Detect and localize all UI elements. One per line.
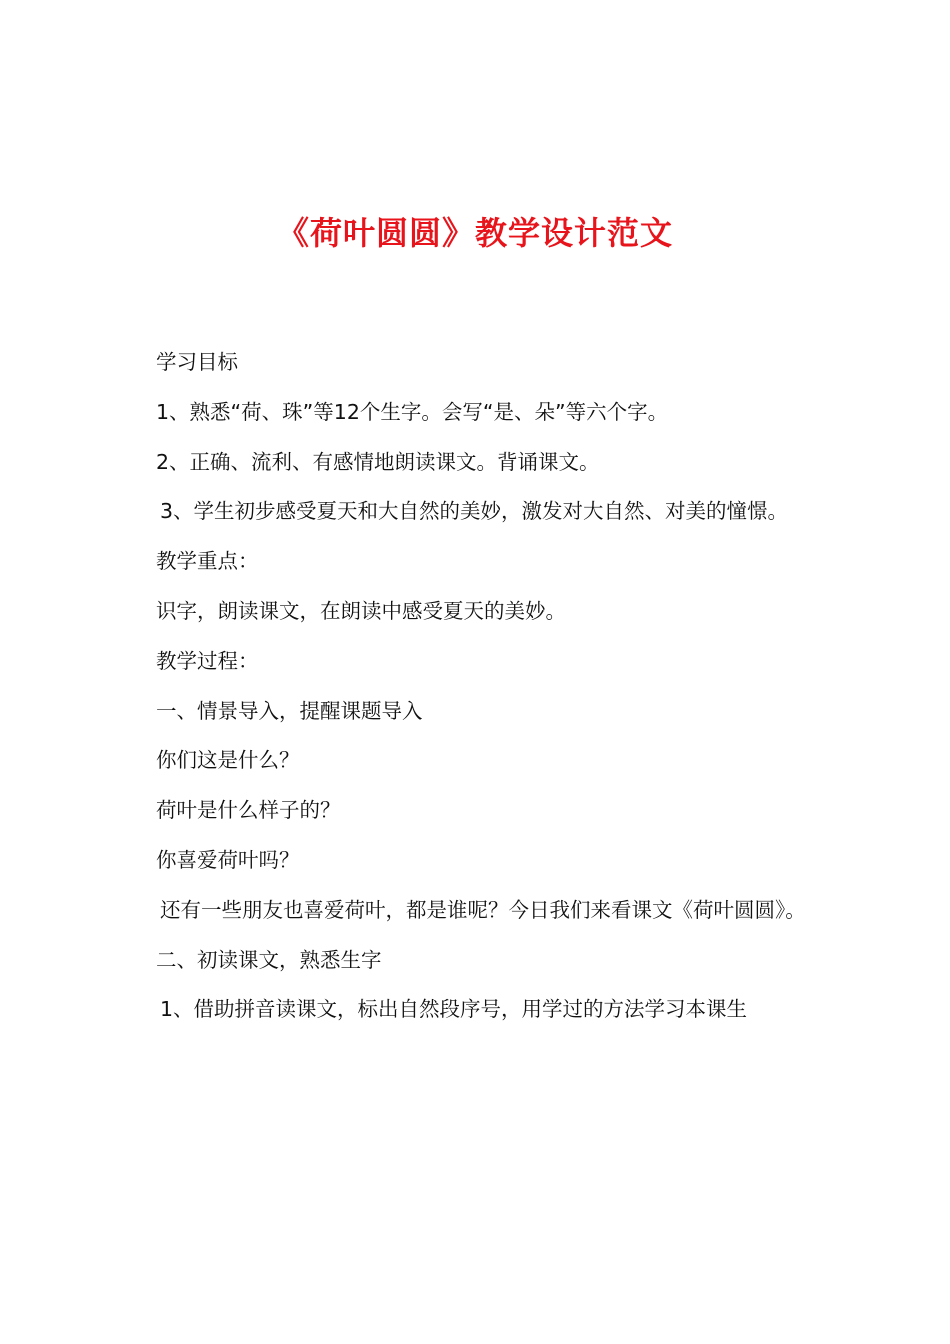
heading-learning-goals: 学习目标	[156, 350, 238, 374]
teaching-focus-text: 识字，朗读课文，在朗读中感受夏天的美妙。	[156, 598, 566, 623]
goal-item-3: 3、学生初步感受夏天和大自然的美妙，激发对大自然、对美的憧憬。	[160, 499, 789, 524]
section-heading-1: 一、情景导入，提醒课题导入	[156, 698, 423, 723]
document-body	[126, 338, 832, 1035]
document-title: 《荷叶圆圆》教学设计范文	[276, 214, 673, 252]
section-heading-2: 二、初读课文，熟悉生字	[156, 947, 382, 972]
intro-paragraph: 还有一些朋友也喜爱荷叶，都是谁呢？今日我们来看课文《荷叶圆圆》。	[160, 897, 806, 922]
question-1: 你们这是什么？	[156, 748, 300, 773]
goal-item-2: 2、正确、流利、有感情地朗读课文。背诵课文。	[156, 449, 600, 474]
question-3: 你喜爱荷叶吗？	[156, 847, 300, 872]
question-2: 荷叶是什么样子的？	[156, 798, 341, 823]
goal-item-1: 1、熟悉“荷、珠”等12个生字。会写“是、朵”等六个字。	[156, 399, 669, 424]
step-item-1: 1、借助拼音读课文，标出自然段序号，用学过的方法学习本课生	[160, 997, 748, 1022]
heading-teaching-focus: 教学重点：	[156, 549, 259, 574]
heading-teaching-process: 教学过程：	[156, 648, 259, 673]
